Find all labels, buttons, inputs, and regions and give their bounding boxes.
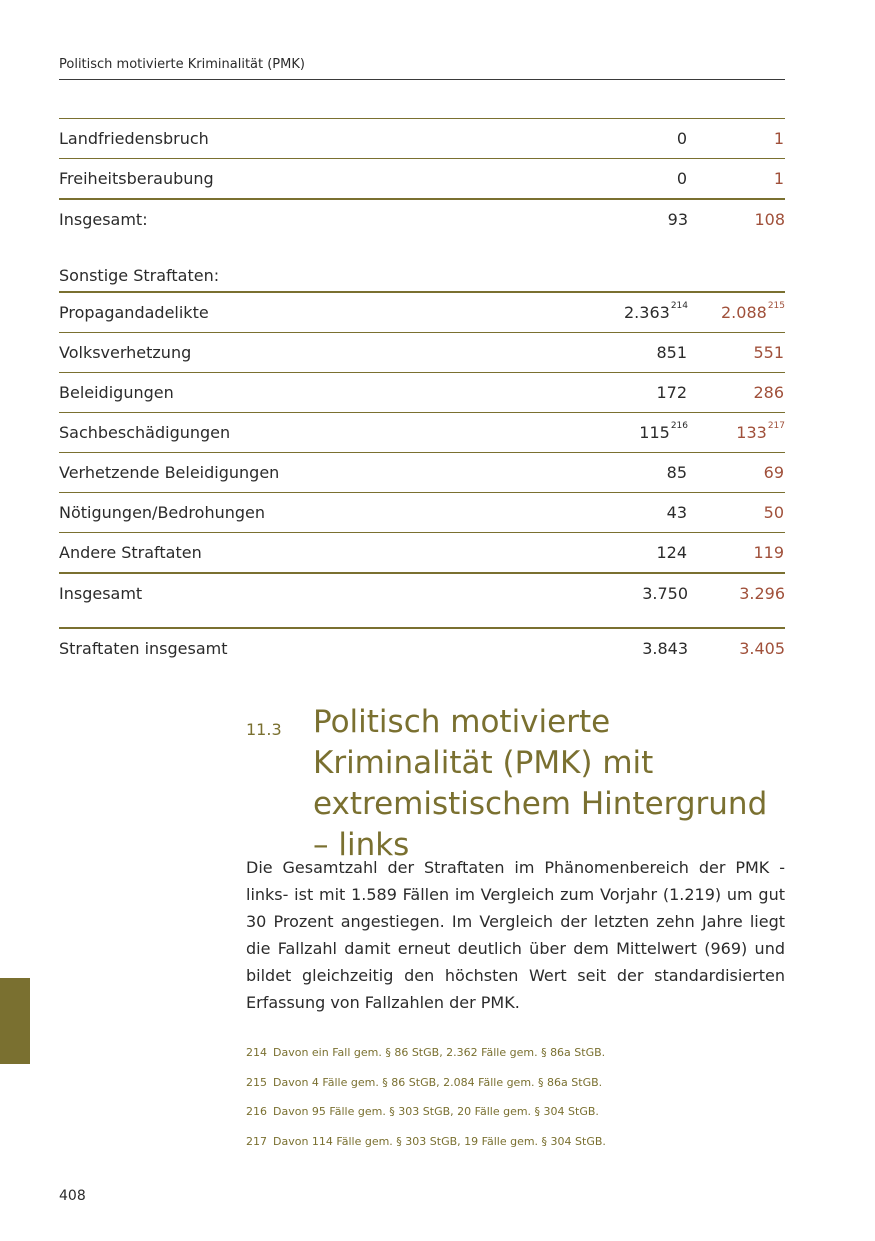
value-current-year [688, 503, 785, 522]
table-row [59, 372, 785, 412]
value-current-year [688, 169, 785, 188]
footnote [246, 1043, 786, 1073]
value-number: 50 [763, 503, 784, 522]
section-label: Sonstige Straftaten: [59, 266, 220, 285]
table-row [59, 118, 785, 158]
value-number: 2.363 [624, 303, 670, 322]
value-number: 0 [676, 129, 687, 148]
row-label: Verhetzende Beleidigungen [59, 463, 280, 482]
value-number: 115 [639, 423, 670, 442]
value-number: 286 [753, 383, 784, 402]
value-number: 851 [656, 343, 687, 362]
footnote-ref: 215 [767, 301, 785, 311]
footnote-number: 216 [246, 1105, 267, 1118]
footnote-text: Davon 4 Fälle gem. § 86 StGB, 2.084 Fälle gem. § 86a StGB. [273, 1075, 603, 1089]
footnote [246, 1132, 786, 1162]
row-label: Sachbeschädigungen [59, 423, 231, 442]
chapter-tab-marker [0, 978, 30, 1064]
value-previous-year: 3.843 [642, 639, 688, 658]
row-label: Propagandadelikte [59, 303, 209, 322]
value-number: 2.088 [721, 303, 767, 322]
value-current-year [688, 423, 785, 442]
footnote-ref: 216 [670, 421, 688, 431]
row-label: Beleidigungen [59, 383, 174, 402]
value-current-year [688, 463, 785, 482]
table-row [59, 158, 785, 198]
value-number: 551 [753, 343, 784, 362]
value-previous-year [488, 169, 688, 188]
value-number: 124 [656, 543, 687, 562]
value-previous-year [488, 343, 688, 362]
row-label: Freiheitsberaubung [59, 169, 214, 188]
value-number: 69 [763, 463, 784, 482]
value-previous-year [488, 383, 688, 402]
table-row [59, 452, 785, 492]
row-label: Andere Straftaten [59, 543, 202, 562]
value-number: 1 [773, 129, 784, 148]
value-number: 119 [753, 543, 784, 562]
value-current-year [688, 543, 785, 562]
value-current-year: 108 [754, 210, 785, 229]
section-number: 11.3 [246, 720, 282, 739]
table-row [59, 291, 785, 332]
footnote-number: 217 [246, 1134, 267, 1148]
footnote-text: Davon 114 Fälle gem. § 303 StGB, 19 Fälle gem. § 304 StGB. [273, 1134, 606, 1148]
subtotal-row [59, 198, 785, 239]
footnote-text: Davon ein Fall gem. § 86 StGB, 2.362 Fälle gem. § 86a StGB. [273, 1046, 606, 1059]
value-previous-year [488, 129, 688, 148]
value-current-year [688, 383, 785, 402]
row-label: Insgesamt [59, 584, 143, 603]
footnote [246, 1102, 786, 1132]
value-previous-year: 93 [667, 210, 688, 229]
value-previous-year [488, 503, 688, 522]
row-label: Nötigungen/Bedrohungen [59, 503, 265, 522]
row-label: Landfriedensbruch [59, 129, 209, 148]
footnote [246, 1073, 786, 1103]
footnote-number: 214 [246, 1046, 267, 1059]
value-current-year: 3.405 [739, 639, 785, 658]
value-current-year [688, 129, 785, 148]
footnote-ref: 214 [670, 301, 688, 311]
running-header: Politisch motivierte Kriminalität (PMK) [59, 57, 785, 80]
table-row [59, 412, 785, 452]
subtotal-row [59, 572, 785, 613]
table-row [59, 332, 785, 372]
table-row [59, 492, 785, 532]
value-previous-year: 3.750 [642, 584, 688, 603]
section-title: Politisch motivierte Kriminalität (PMK) mit extremistischem Hintergrund – links [313, 704, 768, 863]
value-number: 133 [736, 423, 767, 442]
value-current-year: 3.296 [739, 584, 785, 603]
value-previous-year [488, 543, 688, 562]
row-label: Volksverhetzung [59, 343, 192, 362]
row-label: Insgesamt: [59, 210, 148, 229]
statistics-table [59, 118, 785, 668]
section-heading [246, 702, 786, 866]
value-previous-year [488, 463, 688, 482]
value-current-year [688, 303, 785, 322]
value-number: 1 [773, 169, 784, 188]
value-number: 43 [666, 503, 687, 522]
section-label-row [59, 239, 785, 291]
footnotes [246, 1043, 786, 1161]
footnote-text: Davon 95 Fälle gem. § 303 StGB, 20 Fälle gem. § 304 StGB. [273, 1105, 599, 1118]
grand-total-row [59, 627, 785, 668]
value-number: 0 [676, 169, 687, 188]
value-current-year [688, 343, 785, 362]
value-previous-year [488, 423, 688, 442]
body-paragraph: Die Gesamtzahl der Straftaten im Phänomenbereich der PMK -links- ist mit 1.589 Fällen im Vergleich zum Vorjahr (1.219) um gut 30 Prozent angestiegen. Im Vergleich der letzten zehn Jahre liegt die Fallzahl damit erneut deutlich über dem Mittelwert (969) und bildet gleichzeitig den höchsten Wert seit der standardisierten Erfassung von Fallzahlen der PMK. [246, 858, 785, 1012]
table-row [59, 532, 785, 572]
footnote-ref: 217 [767, 421, 785, 431]
value-number: 172 [656, 383, 687, 402]
row-label: Straftaten insgesamt [59, 639, 228, 658]
value-number: 85 [666, 463, 687, 482]
value-previous-year [488, 303, 688, 322]
page-number: 408 [59, 1188, 86, 1204]
footnote-number: 215 [246, 1075, 267, 1089]
